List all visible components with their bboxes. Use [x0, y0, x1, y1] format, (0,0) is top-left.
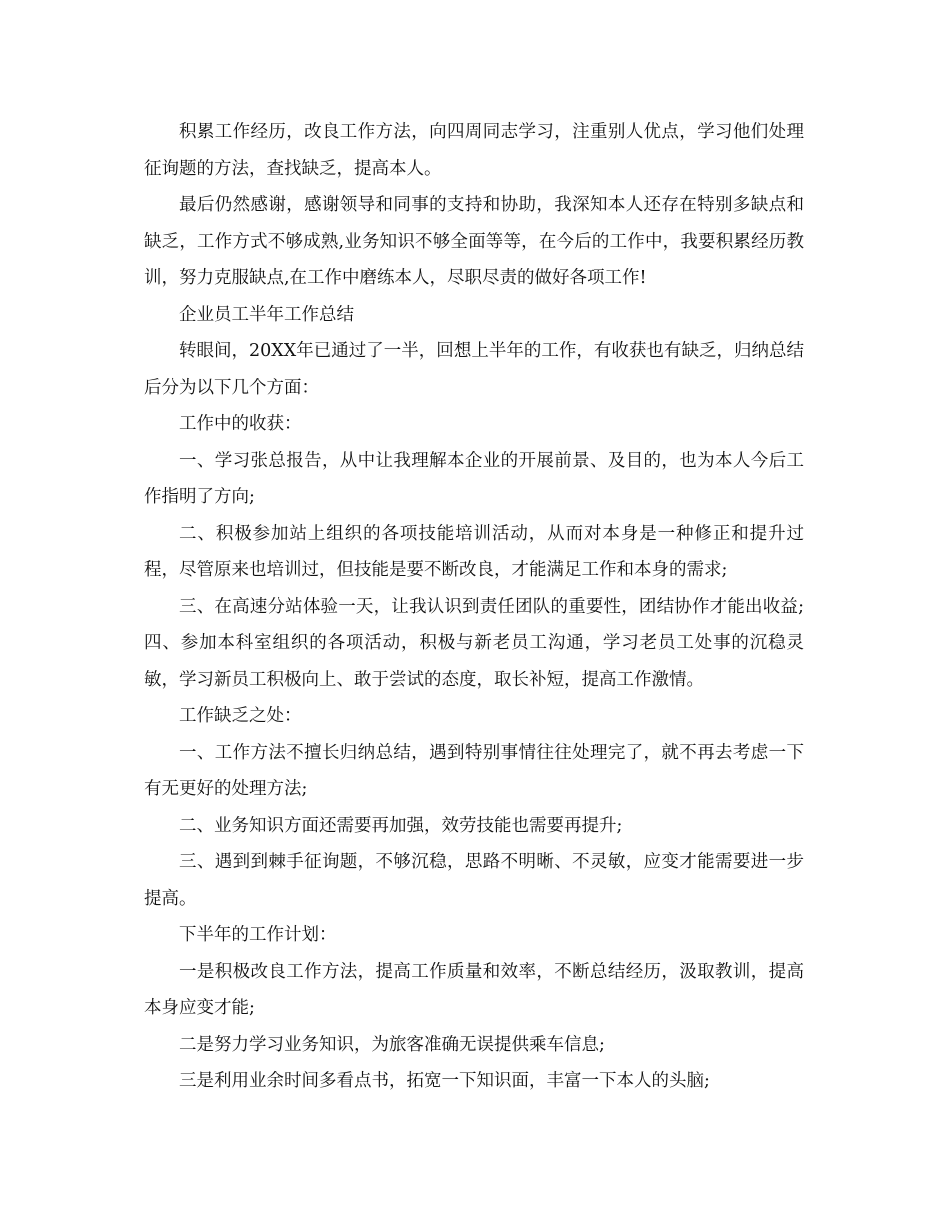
list-item-shortcoming-1: 一、工作方法不擅长归纳总结，遇到特别事情往往处理完了，就不再去考虑一下有无更好的处理方法;: [144, 742, 804, 799]
list-item-plan-3: 三是利用业余时间多看点书，拓宽一下知识面，丰富一下本人的头脑;: [179, 1071, 710, 1091]
list-item-shortcoming-2: 二、业务知识方面还需要再加强，效劳技能也需要再提升;: [179, 815, 623, 836]
list-item-gain-3-4: 三、在高速分站体验一天，让我认识到责任团队的重要性，团结协作才能出收益;四、参加本科室组织的各项活动，积极与新老员工沟通，学习老员工处事的沉稳灵敏，学习新员工积极向上、敢于尝试的态度，取长补短，提高工作激情。: [144, 596, 804, 690]
list-item-gain-1: 一、学习张总报告，从中让我理解本企业的开展前景、及目的，也为本人今后工作指明了方向;: [144, 450, 804, 507]
list-item-shortcoming-3: 三、遇到到棘手征询题，不够沉稳，思路不明晰、不灵敏，应变才能需要进一步提高。: [144, 852, 804, 909]
list-item-gain-2: 二、积极参加站上组织的各项技能培训活动，从而对本身是一种修正和提升过程，尽管原来也培训过，但技能是要不断改良，才能满足工作和本身的需求;: [144, 523, 804, 580]
section-title-gains: 工作中的收获：: [179, 414, 302, 434]
list-item-plan-2: 二是努力学习业务知识，为旅客准确无误提供乘车信息;: [179, 1034, 605, 1055]
paragraph-intro: 转眼间，20XX年已通过了一半，回想上半年的工作，有收获也有缺乏，归纳总结后分为以下几个方面：: [144, 341, 804, 398]
document-body: [144, 114, 804, 1100]
section-title-half-year-summary: 企业员工半年工作总结: [179, 304, 354, 325]
list-item-plan-1: 一是积极改良工作方法，提高工作质量和效率，不断总结经历，汲取教训，提高本身应变才能;: [144, 961, 804, 1018]
section-title-plan: 下半年的工作计划：: [179, 925, 337, 945]
paragraph-thanks: 最后仍然感谢，感谢领导和同事的支持和协助，我深知本人还存在特别多缺点和缺乏，工作方式不够成熟,业务知识不够全面等等，在今后的工作中，我要积累经历教训，努力克服缺点,在工作中磨练本人，尽职尽责的做好各项工作!: [144, 195, 804, 288]
paragraph-work-experience: 积累工作经历，改良工作方法，向四周同志学习，注重别人优点，学习他们处理征询题的方法，查找缺乏，提高本人。: [144, 122, 804, 179]
section-title-shortcomings: 工作缺乏之处：: [179, 706, 302, 726]
